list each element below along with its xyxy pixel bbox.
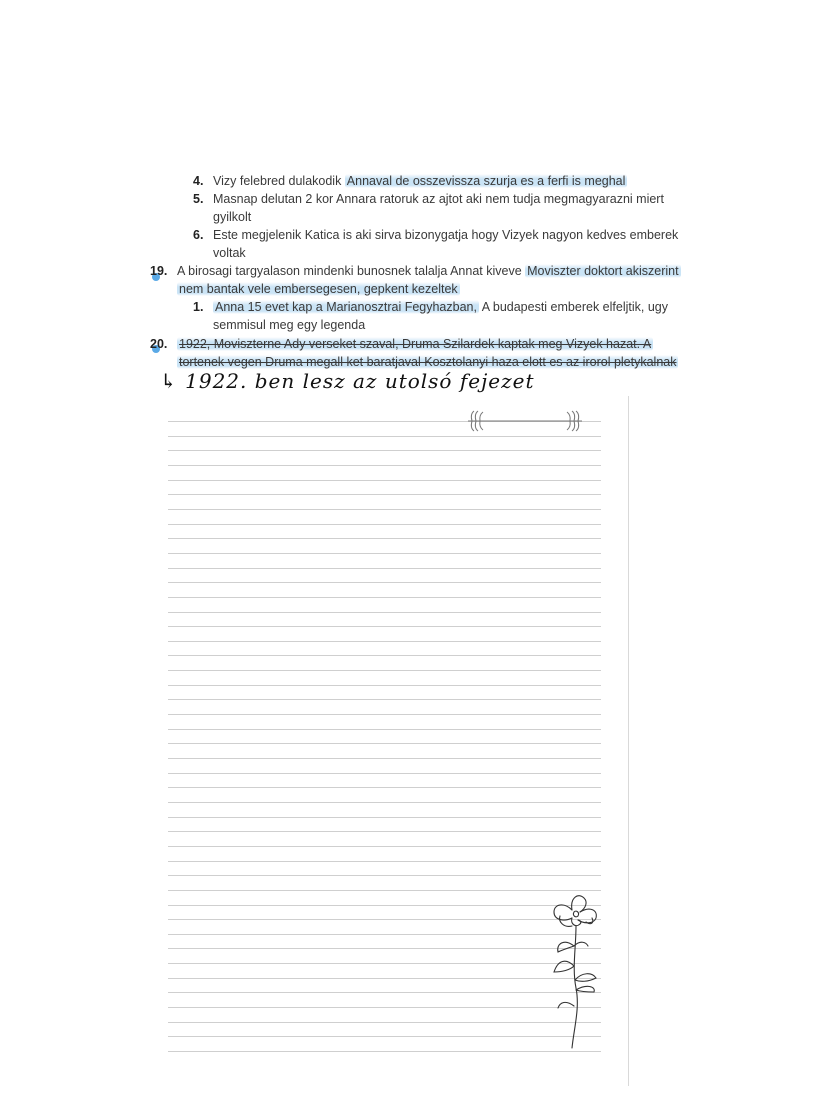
highlighted-text: Moviszter doktort akiszerint — [527, 264, 679, 278]
ruled-line — [168, 846, 601, 847]
ruled-line — [168, 963, 601, 964]
ruled-line — [168, 597, 601, 598]
paper-margin-line — [628, 396, 629, 1086]
ruled-line — [168, 509, 601, 510]
item-text — [177, 335, 678, 371]
ruled-line — [168, 524, 601, 525]
ruled-line — [168, 641, 601, 642]
ruled-line — [168, 714, 601, 715]
handwritten-note: ↳ 1922. ben lesz az utolsó fejezet — [160, 369, 535, 393]
item-text-line: gyilkolt — [213, 210, 252, 224]
item-plain-text: Vizy felebred dulakodik — [213, 174, 345, 188]
item-number: 20. — [150, 337, 168, 351]
item-text — [213, 298, 668, 334]
ruled-line — [168, 934, 601, 935]
item-text — [213, 190, 664, 226]
flower-drawing-icon — [546, 888, 606, 1052]
ruled-line — [168, 948, 601, 949]
ruled-line — [168, 875, 601, 876]
ruled-line — [168, 699, 601, 700]
ruled-line — [168, 890, 601, 891]
ruled-line — [168, 729, 601, 730]
item-number: 6. — [193, 228, 204, 242]
item-text-line: voltak — [213, 246, 246, 260]
item-text-line: Este megjelenik Katica is aki sirva bizonygatja hogy Vizyek nagyon kedves emberek — [213, 228, 679, 242]
ruled-line — [168, 670, 601, 671]
item-number: 1. — [193, 300, 204, 314]
ruled-line — [168, 568, 601, 569]
ruled-line — [168, 494, 601, 495]
item-plain-text: A budapesti emberek elfeljtik, ugy — [478, 300, 668, 314]
highlighted-text: nem bantak vele embersegesen, gepkent kezeltek — [179, 282, 458, 296]
struck-highlighted-text: 1922, Moviszterne Ady verseket szaval, Druma Szilardek kaptak meg Vizyek hazat. A — [179, 337, 652, 351]
item-number: 4. — [193, 174, 204, 188]
ruled-line — [168, 612, 601, 613]
ruled-line — [168, 758, 601, 759]
ruled-line — [168, 582, 601, 583]
ruled-line — [168, 905, 601, 906]
item-plain-text: A birosagi targyalason mindenki bunosnek talalja Annat kiveve — [177, 264, 526, 278]
ruled-line — [168, 685, 601, 686]
ruled-line — [168, 1036, 601, 1037]
laurel-divider-icon — [464, 408, 586, 434]
struck-highlighted-text: tortenek vegen Druma megall ket baratjaval Kosztolanyi haza elott es az irorol pletykalnak — [179, 355, 677, 369]
ruled-line — [168, 743, 601, 744]
ruled-line — [168, 480, 601, 481]
ruled-line — [168, 802, 601, 803]
ruled-line — [168, 1022, 601, 1023]
ruled-line — [168, 861, 601, 862]
ruled-line — [168, 450, 601, 451]
ruled-line — [168, 1051, 601, 1052]
ruled-line — [168, 992, 601, 993]
ruled-line — [168, 553, 601, 554]
ruled-line — [168, 626, 601, 627]
item-text — [177, 262, 681, 298]
item-text-line: Masnap delutan 2 kor Annara ratoruk az ajtot aki nem tudja megmagyarazni miert — [213, 192, 664, 206]
ruled-line — [168, 655, 601, 656]
ruled-line — [168, 436, 601, 437]
ruled-line — [168, 919, 601, 920]
ruled-line — [168, 787, 601, 788]
ruled-line — [168, 978, 601, 979]
ruled-line — [168, 773, 601, 774]
item-text-line: semmisul meg egy legenda — [213, 318, 366, 332]
ruled-line — [168, 465, 601, 466]
ruled-line — [168, 831, 601, 832]
highlighted-text: Anna 15 evet kap a Marianosztrai Fegyhazban, — [215, 300, 477, 314]
ruled-line — [168, 817, 601, 818]
highlighted-text: Annaval de osszevissza szurja es a ferfi is meghal — [346, 174, 626, 188]
item-number: 19. — [150, 264, 168, 278]
item-text — [213, 226, 678, 262]
item-text — [213, 172, 627, 190]
ruled-line — [168, 1007, 601, 1008]
item-number: 5. — [193, 192, 204, 206]
ruled-line — [168, 538, 601, 539]
